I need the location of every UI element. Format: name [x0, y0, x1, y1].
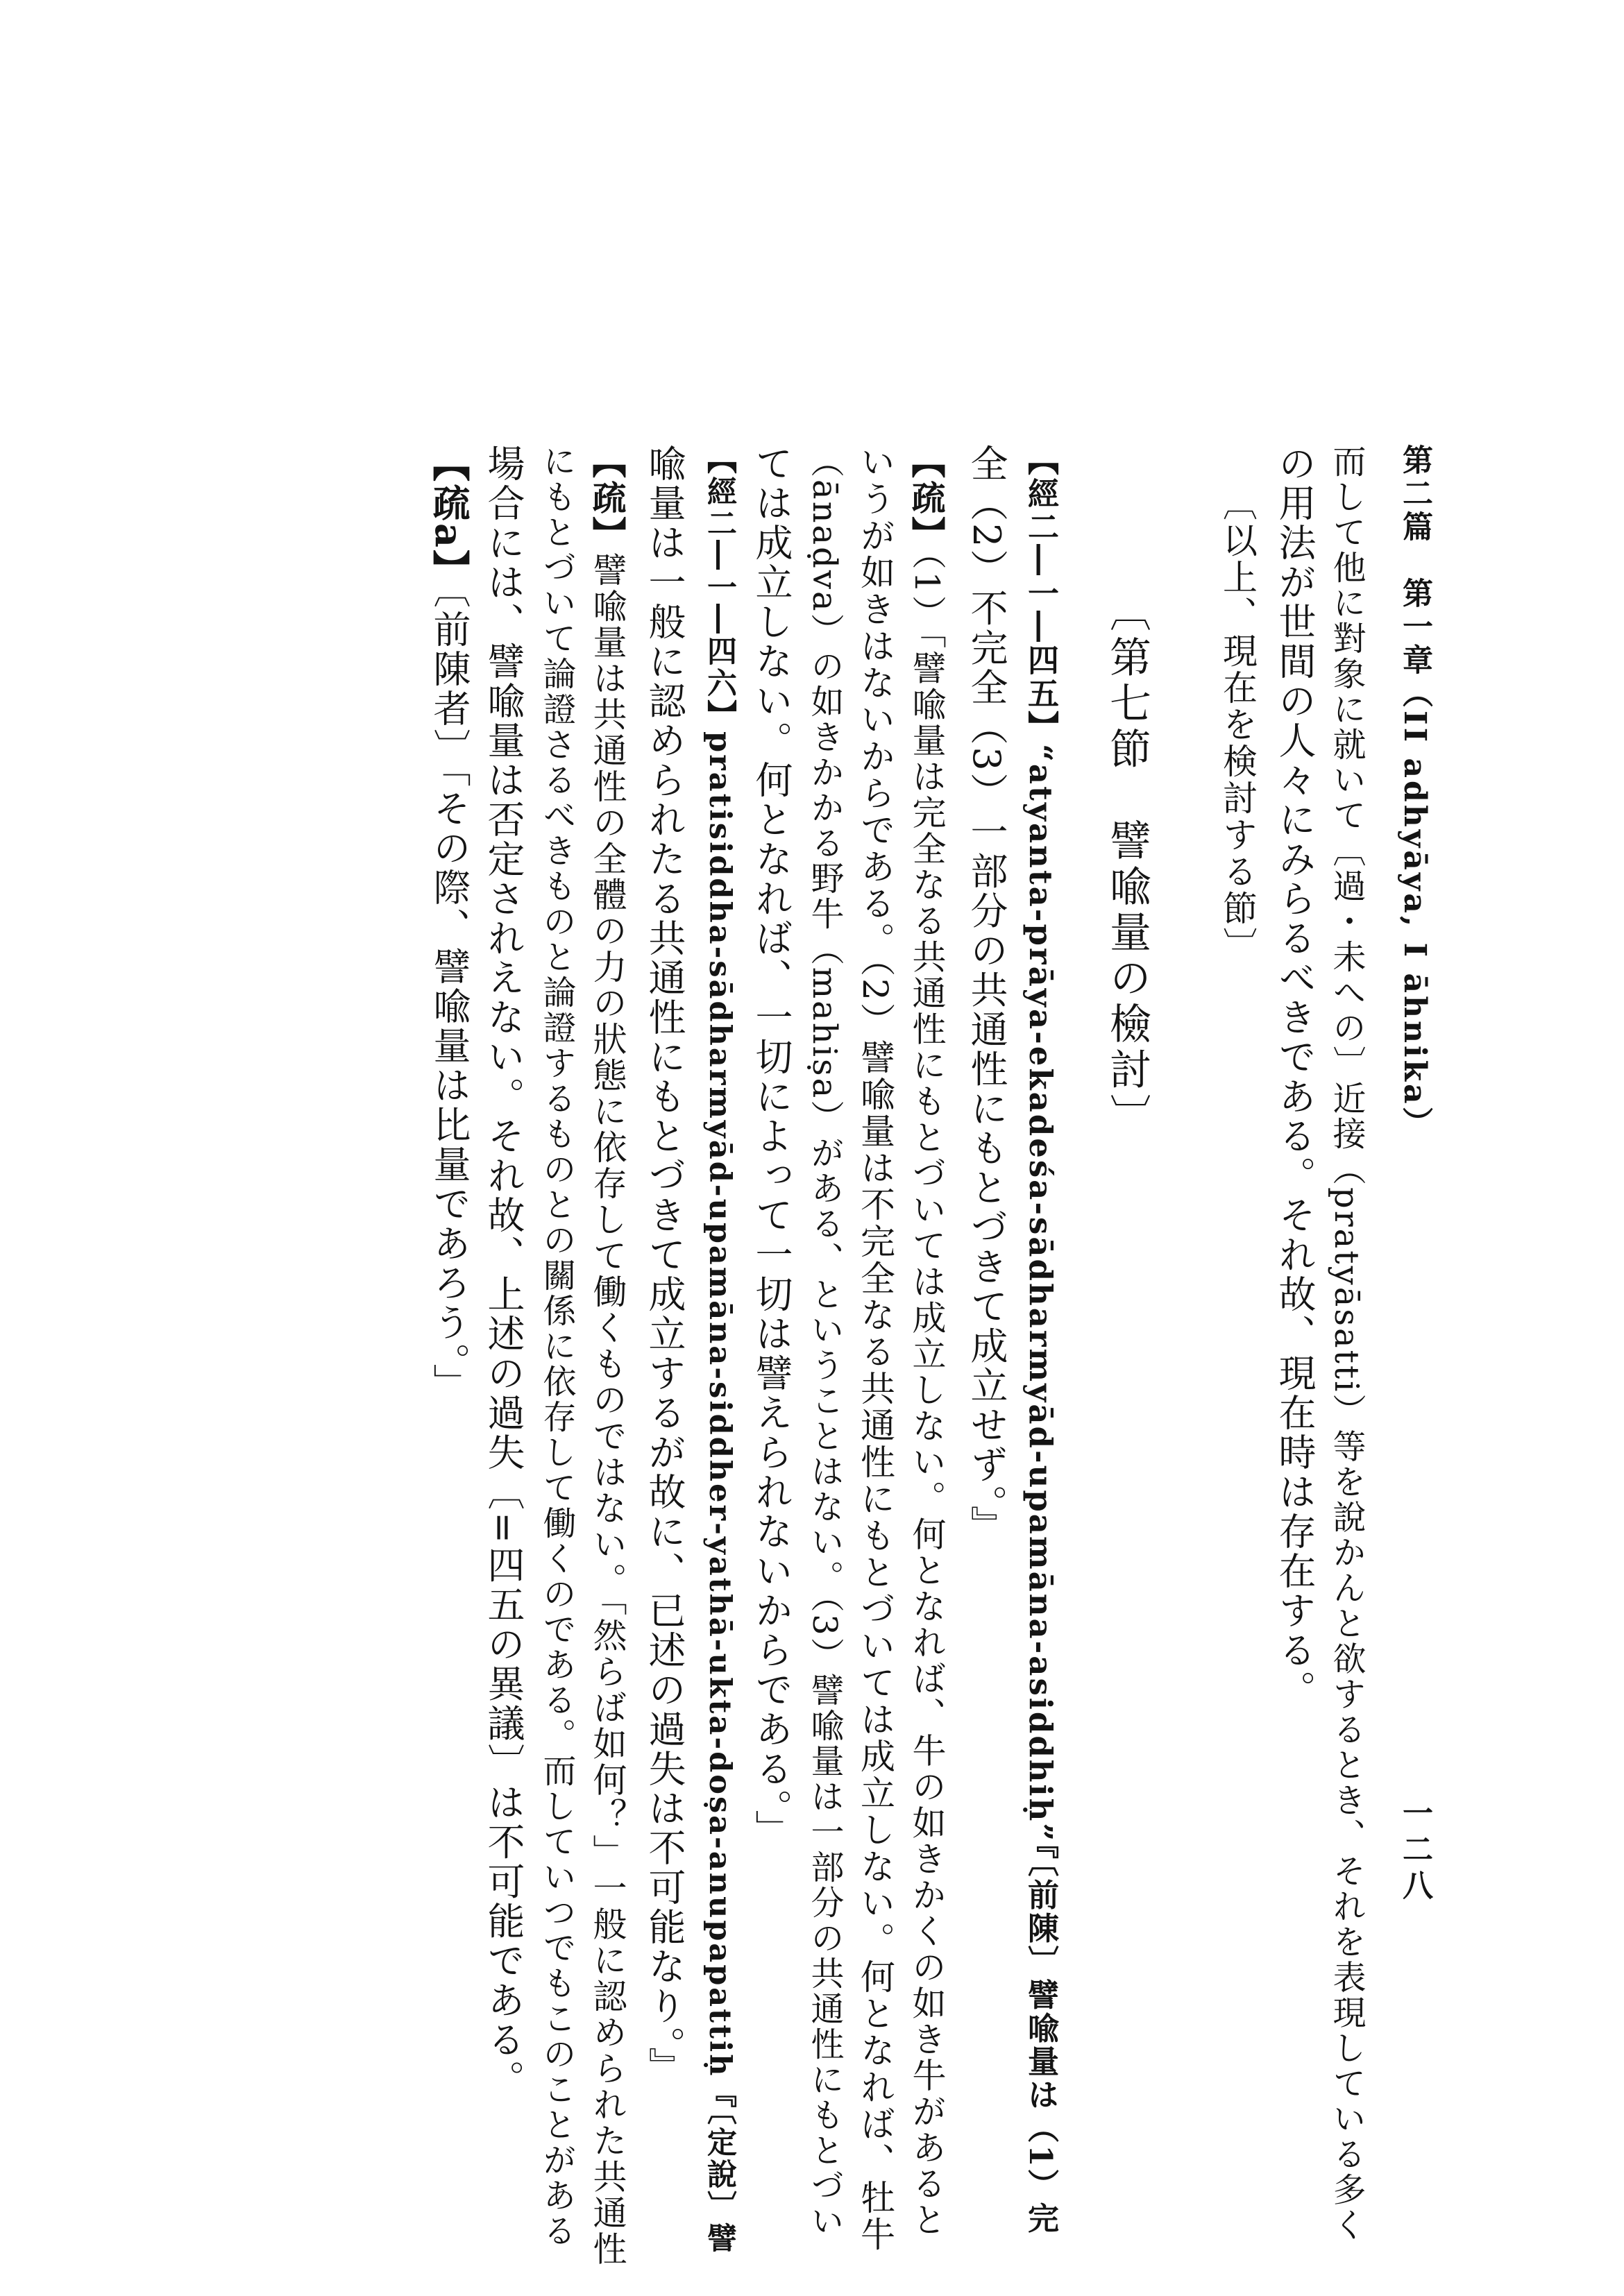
commentary-46-line-1 [587, 444, 627, 2268]
commentary-text: 譬喩量は共通性の全體の力の狀態に依存して働くものではない。「然らば如何？」一般に認められた共通性 [588, 552, 627, 2268]
commentary-text: （1）「譬喩量は完全なる共通性にもとづいては成立しない。何となれば、牛の如きかくの如き牛があると [907, 552, 947, 2238]
commentary-46-line-2: にもとづいて論證さるべきものと論證するものとの關係に依存して働くのである。而していつでもこのことがある [537, 444, 576, 2249]
page-number: 一二八 [1397, 1797, 1432, 1905]
commentary-45-line-1 [906, 444, 947, 2238]
running-title: 第二篇 第一章（II adhyāya, I āhnika） [1397, 444, 1432, 1140]
sutra-46-line-2: 喩量は一般に認められたる共通性にもとづきて成立するが故に、已述の過失は不可能なり。』 [643, 444, 686, 2086]
commentary-45-line-3: （ānaḍva）の如きかかる野牛（mahiṣa）がある、ということはない。（3）譬喩量は一部分の共通性にもとづい [805, 444, 844, 2239]
sutra-45-line-1 [1022, 444, 1059, 2236]
commentary-mark: 【疏a】 [427, 444, 471, 589]
commentary-a-line-1 [427, 444, 471, 1403]
commentary-mark: 【疏】 [587, 444, 627, 552]
closing-note: 〔以上、現在を検討する節〕 [1217, 486, 1258, 964]
text-line: 而して他に對象に就いて〔過・未への〕近接（pratyāsatti）等を說かんと欲するとき、それを表現している多く [1327, 444, 1366, 2243]
sutra-text: “atyanta-prāya-ekadeśa-sādharmyād-upamāna-asiddhiḥ”『〔前陳〕譬喩量は（1）完 [1022, 744, 1059, 2236]
section-heading: 〔第七節 譬喩量の檢討〕 [1103, 590, 1151, 1139]
sutra-46-line-1 [702, 444, 737, 2254]
sutra-mark: 【經二―一―四六】 [702, 444, 737, 731]
sutra-text: pratisiddha-sādharmyād-upamāna-siddher-yathā-ukta-doṣa-anupapattiḥ『〔定說〕譬 [702, 731, 737, 2254]
commentary-text: 〔前陳者〕「その際、譬喩量は比量であろう。」 [428, 589, 471, 1403]
commentary-45-line-2: いうが如きはないからである。（2）譬喩量は不完全なる共通性にもとづいては成立しない。何となれば、牡牛 [855, 444, 895, 2253]
commentary-mark: 【疏】 [906, 444, 947, 552]
commentary-46-line-3: 場合には、譬喩量は否定されえない。それ故、上述の過失〔=四五の異議〕は不可能である。 [482, 444, 525, 2100]
sutra-mark: 【經二―一―四五】 [1022, 444, 1059, 744]
text-line: の用法が世間の人々にみらるべきである。それ故、現在時は存在する。 [1273, 444, 1317, 1710]
commentary-45-line-4: ては成立しない。何となれば、一切によって一切は譬えられないからである。」 [750, 444, 793, 1849]
sutra-45-line-2: 全（2）不完全（3）一部分の共通性にもとづきて成立せず。』 [965, 444, 1008, 1545]
